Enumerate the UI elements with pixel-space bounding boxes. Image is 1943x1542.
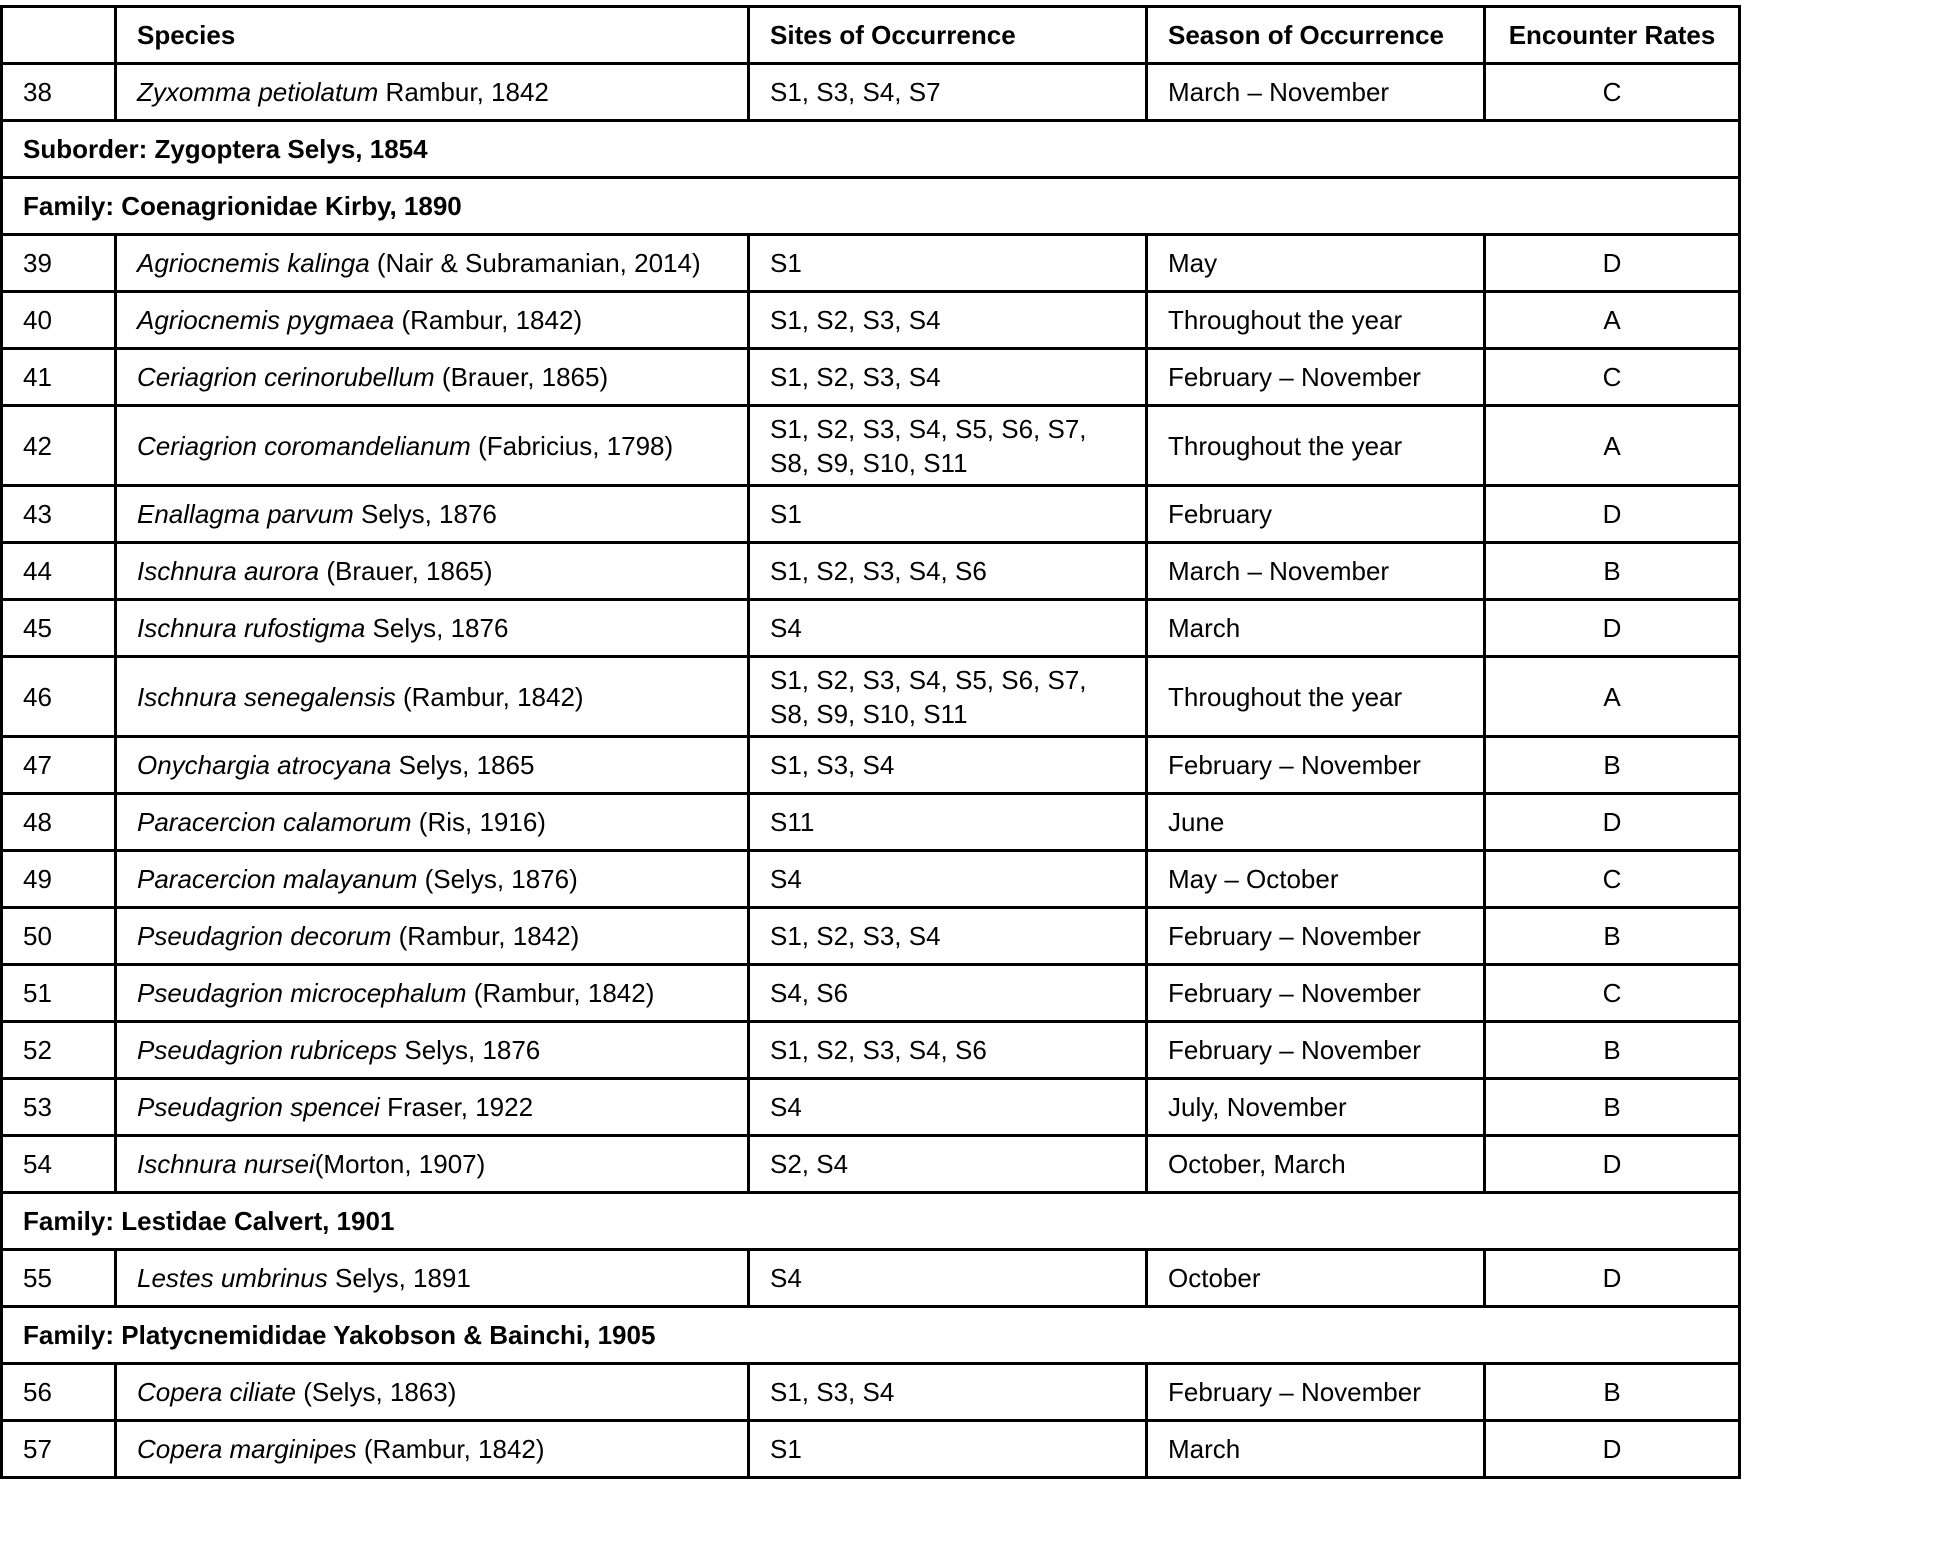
encounter-rate: A [1485,292,1740,349]
species-cell [116,1364,749,1421]
species-number: 41 [2,349,116,406]
sites-of-occurrence: S1, S3, S4 [749,1364,1147,1421]
species-table [0,5,1741,1479]
season-of-occurrence: Throughout the year [1147,292,1485,349]
encounter-rate: D [1485,1250,1740,1307]
species-scientific-name: Ischnura nursei [137,1149,315,1179]
table-body [2,64,1740,1478]
table-row [2,292,1740,349]
column-header-species: Species [116,7,749,64]
species-number: 43 [2,486,116,543]
species-number: 45 [2,600,116,657]
species-cell [116,908,749,965]
group-row [2,121,1740,178]
table-row [2,64,1740,121]
table-row [2,1250,1740,1307]
encounter-rate: A [1485,657,1740,737]
season-of-occurrence: February – November [1147,965,1485,1022]
species-cell [116,851,749,908]
table-row [2,1364,1740,1421]
season-of-occurrence: May [1147,235,1485,292]
species-authority: (Rambur, 1842) [466,978,655,1008]
sites-of-occurrence: S2, S4 [749,1136,1147,1193]
species-number: 46 [2,657,116,737]
group-heading: Suborder: Zygoptera Selys, 1854 [2,121,1740,178]
species-authority: (Rambur, 1842) [394,305,583,335]
species-number: 57 [2,1421,116,1478]
species-number: 56 [2,1364,116,1421]
species-number: 40 [2,292,116,349]
species-scientific-name: Ischnura aurora [137,556,320,586]
sites-of-occurrence: S4 [749,600,1147,657]
species-number: 38 [2,64,116,121]
season-of-occurrence: October [1147,1250,1485,1307]
species-authority: Fraser, 1922 [379,1092,534,1122]
season-of-occurrence: February – November [1147,737,1485,794]
species-scientific-name: Zyxomma petiolatum [137,77,379,107]
species-cell [116,64,749,121]
species-cell [116,794,749,851]
sites-of-occurrence: S1 [749,486,1147,543]
species-scientific-name: Agriocnemis pygmaea [137,305,395,335]
species-cell [116,1079,749,1136]
column-header-encounter-rates: Encounter Rates [1485,7,1740,64]
species-authority: (Morton, 1907) [314,1149,486,1179]
species-number: 39 [2,235,116,292]
encounter-rate: C [1485,965,1740,1022]
encounter-rate: B [1485,1079,1740,1136]
species-authority: (Ris, 1916) [411,807,546,837]
sites-of-occurrence: S1, S3, S4, S7 [749,64,1147,121]
encounter-rate: B [1485,1364,1740,1421]
species-authority: Selys, 1876 [397,1035,541,1065]
season-of-occurrence: February – November [1147,1022,1485,1079]
encounter-rate: D [1485,486,1740,543]
species-cell [116,600,749,657]
table-row [2,1022,1740,1079]
species-scientific-name: Pseudagrion rubriceps [137,1035,398,1065]
group-heading: Family: Platycnemididae Yakobson & Bainchi, 1905 [2,1307,1740,1364]
season-of-occurrence: June [1147,794,1485,851]
species-number: 44 [2,543,116,600]
table-row [2,1136,1740,1193]
column-header-season: Season of Occurrence [1147,7,1485,64]
table-row [2,486,1740,543]
species-authority: (Rambur, 1842) [391,921,580,951]
table-row [2,600,1740,657]
species-number: 52 [2,1022,116,1079]
sites-of-occurrence: S4, S6 [749,965,1147,1022]
species-cell [116,1421,749,1478]
species-cell [116,1136,749,1193]
encounter-rate: C [1485,851,1740,908]
species-scientific-name: Copera ciliate [137,1377,296,1407]
species-cell [116,1022,749,1079]
table-row [2,543,1740,600]
species-scientific-name: Pseudagrion decorum [137,921,392,951]
species-number: 53 [2,1079,116,1136]
sites-of-occurrence: S4 [749,1250,1147,1307]
table-row [2,1079,1740,1136]
species-number: 48 [2,794,116,851]
sites-of-occurrence: S1 [749,1421,1147,1478]
group-row [2,1193,1740,1250]
encounter-rate: B [1485,1022,1740,1079]
species-scientific-name: Lestes umbrinus [137,1263,328,1293]
table-row [2,657,1740,737]
species-scientific-name: Pseudagrion spencei [137,1092,380,1122]
species-authority: Selys, 1891 [327,1263,471,1293]
season-of-occurrence: March [1147,600,1485,657]
species-scientific-name: Ceriagrion cerinorubellum [137,362,435,392]
species-scientific-name: Paracercion malayanum [137,864,418,894]
species-authority: (Nair & Subramanian, 2014) [369,248,701,278]
table-header [2,7,1740,64]
encounter-rate: D [1485,1136,1740,1193]
season-of-occurrence: March – November [1147,64,1485,121]
season-of-occurrence: Throughout the year [1147,406,1485,486]
species-authority: Selys, 1876 [353,499,497,529]
sites-of-occurrence: S1, S2, S3, S4, S5, S6, S7, S8, S9, S10, S11 [749,657,1147,737]
table-row [2,349,1740,406]
species-cell [116,737,749,794]
species-authority: (Selys, 1863) [295,1377,457,1407]
encounter-rate: D [1485,235,1740,292]
encounter-rate: D [1485,1421,1740,1478]
species-scientific-name: Enallagma parvum [137,499,354,529]
sites-of-occurrence: S1, S2, S3, S4, S6 [749,543,1147,600]
species-number: 50 [2,908,116,965]
species-authority: (Brauer, 1865) [319,556,493,586]
encounter-rate: A [1485,406,1740,486]
species-cell [116,965,749,1022]
sites-of-occurrence: S1, S2, S3, S4 [749,908,1147,965]
group-heading: Family: Lestidae Calvert, 1901 [2,1193,1740,1250]
table-row [2,235,1740,292]
species-number: 55 [2,1250,116,1307]
table-row [2,794,1740,851]
sites-of-occurrence: S1, S3, S4 [749,737,1147,794]
species-cell [116,349,749,406]
species-authority: (Rambur, 1842) [356,1434,545,1464]
encounter-rate: C [1485,64,1740,121]
sites-of-occurrence: S1 [749,235,1147,292]
season-of-occurrence: February – November [1147,349,1485,406]
sites-of-occurrence: S1, S2, S3, S4 [749,292,1147,349]
column-header-number [2,7,116,64]
species-authority: (Selys, 1876) [417,864,578,894]
group-row [2,178,1740,235]
group-heading: Family: Coenagrionidae Kirby, 1890 [2,178,1740,235]
species-authority: Selys, 1865 [391,750,535,780]
table-row [2,737,1740,794]
sites-of-occurrence: S11 [749,794,1147,851]
table-row [2,1421,1740,1478]
season-of-occurrence: October, March [1147,1136,1485,1193]
table-row [2,965,1740,1022]
season-of-occurrence: May – October [1147,851,1485,908]
encounter-rate: B [1485,908,1740,965]
table-row [2,406,1740,486]
species-number: 42 [2,406,116,486]
encounter-rate: D [1485,600,1740,657]
species-scientific-name: Copera marginipes [137,1434,357,1464]
column-header-sites: Sites of Occurrence [749,7,1147,64]
species-cell [116,292,749,349]
season-of-occurrence: February [1147,486,1485,543]
species-scientific-name: Paracercion calamorum [137,807,412,837]
season-of-occurrence: Throughout the year [1147,657,1485,737]
species-cell [116,235,749,292]
table-row [2,908,1740,965]
species-cell [116,543,749,600]
species-number: 54 [2,1136,116,1193]
sites-of-occurrence: S1, S2, S3, S4, S5, S6, S7, S8, S9, S10, S11 [749,406,1147,486]
species-scientific-name: Onychargia atrocyana [137,750,392,780]
season-of-occurrence: February – November [1147,908,1485,965]
species-number: 47 [2,737,116,794]
header-row [2,7,1740,64]
species-scientific-name: Ischnura rufostigma [137,613,366,643]
encounter-rate: C [1485,349,1740,406]
sites-of-occurrence: S1, S2, S3, S4, S6 [749,1022,1147,1079]
sites-of-occurrence: S4 [749,1079,1147,1136]
encounter-rate: B [1485,737,1740,794]
species-authority: Selys, 1876 [365,613,509,643]
season-of-occurrence: March – November [1147,543,1485,600]
group-row [2,1307,1740,1364]
season-of-occurrence: February – November [1147,1364,1485,1421]
species-scientific-name: Ischnura senegalensis [137,681,396,712]
season-of-occurrence: July, November [1147,1079,1485,1136]
species-authority: (Fabricius, 1798) [470,430,674,461]
sites-of-occurrence: S4 [749,851,1147,908]
species-number: 49 [2,851,116,908]
species-number: 51 [2,965,116,1022]
species-cell [116,406,749,486]
species-cell [116,657,749,737]
species-authority: (Brauer, 1865) [434,362,609,392]
species-authority: Rambur, 1842 [378,77,549,107]
encounter-rate: D [1485,794,1740,851]
species-cell [116,486,749,543]
season-of-occurrence: March [1147,1421,1485,1478]
species-scientific-name: Ceriagrion coromandelianum [137,430,471,461]
species-cell [116,1250,749,1307]
species-authority: (Rambur, 1842) [395,681,584,712]
species-scientific-name: Pseudagrion microcephalum [137,978,467,1008]
species-scientific-name: Agriocnemis kalinga [137,248,370,278]
encounter-rate: B [1485,543,1740,600]
sites-of-occurrence: S1, S2, S3, S4 [749,349,1147,406]
table-row [2,851,1740,908]
